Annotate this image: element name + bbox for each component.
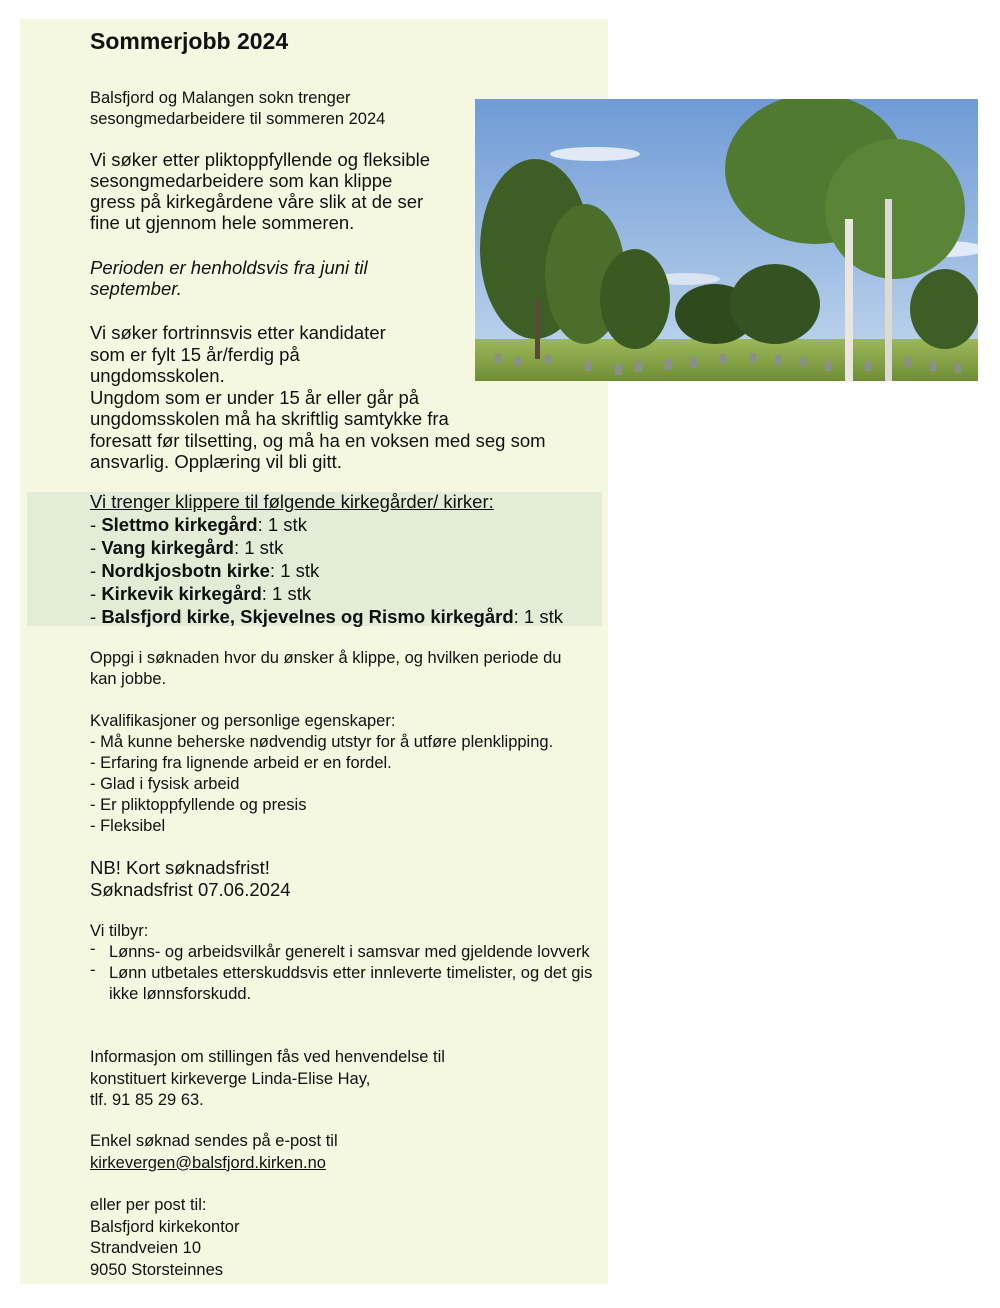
qualifications-title: Kvalifikasjoner og personlige egenskaper: bbox=[90, 712, 396, 730]
candidates-line: Vi søker fortrinnsvis etter kandidater bbox=[90, 322, 386, 343]
period-text bbox=[90, 257, 368, 299]
offer-item bbox=[90, 963, 610, 1005]
info-section bbox=[90, 1047, 445, 1112]
need-list bbox=[90, 513, 563, 628]
candidates-line: som er fylt 15 år/ferdig på bbox=[90, 343, 300, 365]
offer-title: Vi tilbyr: bbox=[90, 922, 149, 940]
need-item: - Slettmo kirkegård: 1 stk bbox=[90, 514, 307, 535]
qualification-item: - Er pliktoppfyllende og presis bbox=[90, 796, 307, 814]
deadline-line: Søknadsfrist 07.06.2024 bbox=[90, 878, 291, 900]
post-line: Strandveien 10 bbox=[90, 1239, 201, 1257]
qualification-item: - Fleksibel bbox=[90, 817, 166, 835]
candidates-line: ungdomsskolen må ha skriftlig samtykke fra bbox=[90, 408, 449, 429]
need-item: - Nordkjosbotn kirke: 1 stk bbox=[90, 560, 320, 581]
info-line: tlf. 91 85 29 63. bbox=[90, 1091, 204, 1109]
need-item: - Kirkevik kirkegård: 1 stk bbox=[90, 583, 312, 604]
need-item-name: Slettmo kirkegård bbox=[101, 514, 258, 535]
page-title: Sommerjobb 2024 bbox=[90, 28, 289, 54]
cemetery-photo bbox=[475, 99, 978, 381]
qualification-item: - Erfaring fra lignende arbeid er en fordel. bbox=[90, 754, 392, 772]
dash-bullet: - bbox=[90, 961, 96, 979]
need-item-count: 1 stk bbox=[280, 560, 320, 581]
dash-bullet: - bbox=[90, 940, 96, 958]
period-line: Perioden er henholdsvis fra juni til bbox=[90, 257, 368, 278]
qualification-item: - Glad i fysisk arbeid bbox=[90, 775, 240, 793]
need-item-name: Vang kirkegård bbox=[101, 537, 234, 558]
need-item-count: 1 stk bbox=[272, 583, 312, 604]
lead-line: fine ut gjennom hele sommeren. bbox=[90, 212, 355, 233]
candidates-line: foresatt før tilsetting, og må ha en voksen med seg som bbox=[90, 429, 546, 451]
intro-line: sesongmedarbeidere til sommeren 2024 bbox=[90, 110, 386, 128]
intro-text bbox=[90, 88, 385, 130]
need-item-name: Balsfjord kirke, Skjevelnes og Rismo kirkegård bbox=[101, 606, 514, 627]
need-item: - Balsfjord kirke, Skjevelnes og Rismo kirkegård: 1 stk bbox=[90, 606, 563, 627]
need-item-name: Kirkevik kirkegård bbox=[101, 583, 262, 604]
candidates-line: ansvarlig. Opplæring vil bli gitt. bbox=[90, 451, 342, 472]
need-item-count: 1 stk bbox=[244, 537, 284, 558]
lead-line: sesongmedarbeidere som kan klippe bbox=[90, 170, 393, 191]
email-link[interactable]: kirkevergen@balsfjord.kirken.no bbox=[90, 1153, 326, 1172]
post-address bbox=[90, 1195, 239, 1281]
lead-line: gress på kirkegårdene våre slik at de ser bbox=[90, 191, 424, 212]
lead-line: Vi søker etter pliktoppfyllende og fleksible bbox=[90, 149, 431, 170]
need-item: - Vang kirkegård: 1 stk bbox=[90, 537, 284, 558]
post-line: 9050 Storsteinnes bbox=[90, 1260, 224, 1279]
qualifications-list bbox=[90, 732, 553, 837]
need-title: Vi trenger klippere til følgende kirkegårder/ kirker: bbox=[90, 491, 494, 512]
offer-list bbox=[90, 942, 610, 1005]
deadline-line: NB! Kort søknadsfrist! bbox=[90, 857, 270, 878]
offer-item bbox=[90, 942, 610, 963]
info-line: konstituert kirkeverge Linda-Elise Hay, bbox=[90, 1069, 371, 1088]
need-item-count: 1 stk bbox=[523, 606, 563, 627]
intro-line: Balsfjord og Malangen sokn trenger bbox=[90, 89, 351, 107]
qualification-item: - Må kunne beherske nødvendig utstyr for å utføre plenklipping. bbox=[90, 733, 554, 751]
apply-section bbox=[90, 1131, 338, 1174]
info-line: Informasjon om stillingen fås ved henvendelse til bbox=[90, 1048, 445, 1066]
need-item-count: 1 stk bbox=[267, 514, 307, 535]
specify-text bbox=[90, 648, 561, 690]
post-line: Balsfjord kirkekontor bbox=[90, 1217, 240, 1236]
specify-line: Oppgi i søknaden hvor du ønsker å klippe, og hvilken periode du bbox=[90, 649, 562, 667]
specify-line: kan jobbe. bbox=[90, 670, 167, 688]
candidates-line: Ungdom som er under 15 år eller går på bbox=[90, 386, 420, 408]
period-line: september. bbox=[90, 278, 182, 299]
qualifications-section bbox=[90, 711, 553, 837]
candidates-line: ungdomsskolen. bbox=[90, 365, 225, 386]
offer-item-text: Lønns- og arbeidsvilkår generelt i samsvar med gjeldende lovverk bbox=[109, 943, 590, 961]
apply-text: Enkel søknad sendes på e-post til bbox=[90, 1132, 338, 1150]
deadline-section bbox=[90, 857, 291, 900]
offer-item-text: Lønn utbetales etterskuddsvis etter innleverte timelister, og det gis ikke lønnsforskudd. bbox=[109, 964, 593, 1003]
lead-text bbox=[90, 149, 430, 233]
need-item-name: Nordkjosbotn kirke bbox=[101, 560, 270, 581]
post-line: eller per post til: bbox=[90, 1196, 207, 1214]
